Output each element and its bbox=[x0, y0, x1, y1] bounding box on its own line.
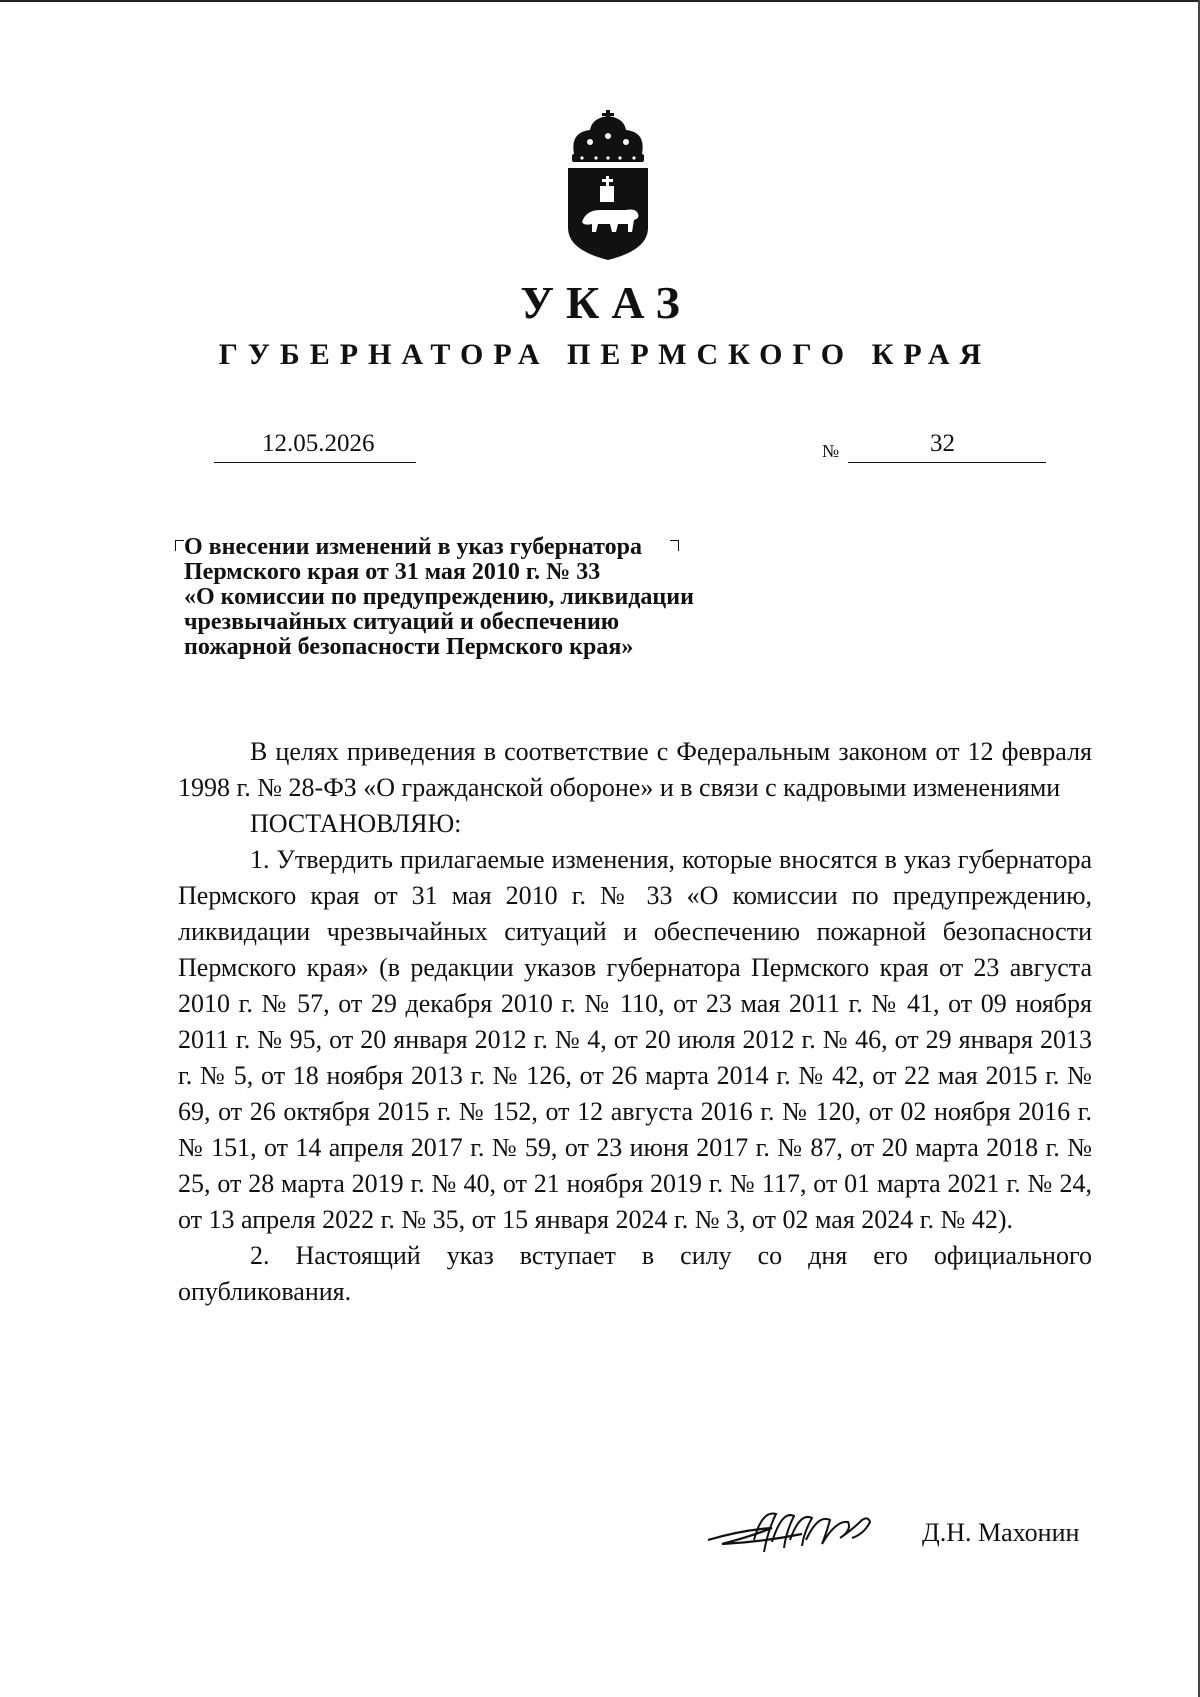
resolve-heading: ПОСТАНОВЛЯЮ: bbox=[250, 809, 462, 838]
handwritten-signature bbox=[702, 1500, 882, 1560]
signer-name: Д.Н. Махонин bbox=[922, 1518, 1080, 1547]
scan-edge-top bbox=[0, 0, 1200, 2]
document-title: УКАЗ bbox=[520, 277, 692, 328]
perm-krai-coat-of-arms-icon bbox=[560, 110, 656, 260]
number-underline bbox=[848, 462, 1046, 463]
subject-line: чрезвычайных ситуаций и обеспечению bbox=[184, 609, 620, 635]
document-date: 12.05.2026 bbox=[262, 430, 375, 457]
document-body bbox=[178, 734, 1092, 1310]
document-number: 32 bbox=[930, 430, 955, 457]
preamble-paragraph: В целях приведения в соответствие с Федеральным законом от 12 февраля 1998 г. № 28-ФЗ «О гражданской обороне» и в связи с кадровыми изменениями bbox=[178, 737, 1092, 802]
document-subject bbox=[184, 535, 824, 660]
subject-line: пожарной безопасности Пермского края» bbox=[184, 634, 634, 660]
date-underline bbox=[214, 462, 416, 463]
document-issuer: ГУБЕРНАТОРА ПЕРМСКОГО КРАЯ bbox=[218, 338, 992, 371]
item-2-paragraph: 2. Настоящий указ вступает в силу со дня его официального опубликования. bbox=[178, 1241, 1092, 1306]
subject-line: «О комиссии по предупреждению, ликвидации bbox=[184, 584, 694, 610]
subject-line: Пермского края от 31 мая 2010 г. № 33 bbox=[184, 559, 601, 585]
subject-line: О внесении изменений в указ губернатора bbox=[184, 534, 642, 560]
item-1-paragraph: 1. Утвердить прилагаемые изменения, которые вносятся в указ губернатора Пермского края от 31 мая 2010 г. № 33 «О комиссии по предупреждению, ликвидации чрезвычайных ситуаций и обеспечению пожарной безопасности Пермского края» (в редакции указов губернатора Пермского края от 23 августа 2010 г. № 57, от 29 декабря 2010 г. № 110, от 23 мая 2011 г. № 41, от 09 ноября 2011 г. № 95, от 20 января 2012 г. № 4, от 20 июля 2012 г. № 46, от 29 января 2013 г. № 5, от 18 ноября 2013 г. № 126, от 26 марта 2014 г. № 42, от 22 мая 2015 г. № 69, от 26 октября 2015 г. № 152, от 12 августа 2016 г. № 120, от 02 ноября 2016 г. № 151, от 14 апреля 2017 г. № 59, от 23 июня 2017 г. № 87, от 20 марта 2018 г. № 25, от 28 марта 2019 г. № 40, от 21 ноября 2019 г. № 117, от 01 марта 2021 г. № 24, от 13 апреля 2022 г. № 35, от 15 января 2024 г. № 3, от 02 мая 2024 г. № 42). bbox=[178, 845, 1092, 1234]
number-label: № bbox=[822, 441, 840, 461]
subject-bracket-left bbox=[175, 540, 184, 551]
